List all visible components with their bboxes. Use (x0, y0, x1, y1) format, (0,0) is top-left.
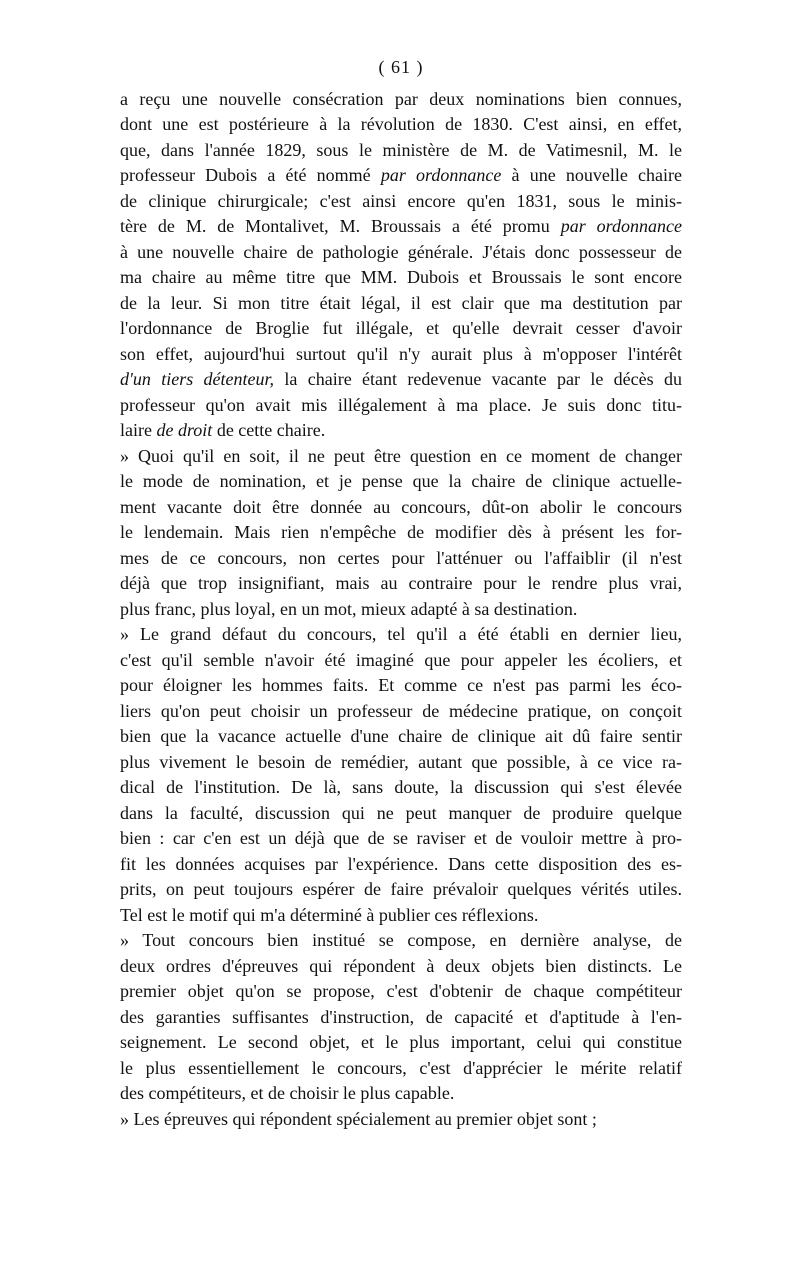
text-line: a reçu une nouvelle consécration par deux nominations bien connues, (120, 88, 682, 109)
text-line: pour éloigner les hommes faits. Et comme ce n'est pas parmi les éco- (120, 675, 682, 695)
page-number: ( 61 ) (378, 57, 424, 77)
text-line: des compétiteurs, et de choisir le plus capable. (120, 1083, 455, 1103)
text-line: plus franc, plus loyal, en un mot, mieux adapté à sa destination. (120, 598, 578, 619)
text-line: deux ordres d'épreuves qui répondent à deux objets bien distincts. Le (120, 955, 682, 976)
text-line: liers qu'on peut choisir un professeur de médecine pratique, on conçoit (120, 700, 682, 721)
text-line: premier objet qu'on se propose, c'est d'obtenir de chaque compétiteur (120, 981, 682, 1001)
text-line: son effet, aujourd'hui surtout qu'il n'y aurait plus à m'opposer l'intérêt (120, 343, 682, 364)
paragraph (120, 444, 682, 623)
text-line: le mode de nomination, et je pense que la chaire de clinique actuelle- (120, 471, 682, 491)
paragraph (120, 928, 682, 1107)
text-line: » Quoi qu'il en soit, il ne peut être question en ce moment de changer (120, 445, 682, 466)
text-line: professeur qu'on avait mis illégalement à ma place. Je suis donc titu- (120, 394, 682, 415)
text-line: le lendemain. Mais rien n'empêche de modifier dès à présent les for- (120, 522, 682, 542)
text-line: laire de droit de cette chaire. (120, 420, 326, 440)
text-line: d'un tiers détenteur, la chaire étant redevenue vacante par le décès du (120, 369, 682, 389)
text-line: de la leur. Si mon titre était légal, il est clair que ma destitution par (120, 292, 682, 313)
text-line: bien : car c'en est un déjà que de se raviser et de vouloir mettre à pro- (120, 828, 682, 848)
text-line: prits, on peut toujours espérer de faire prévaloir quelques vérités utiles. (120, 879, 682, 899)
text-line: » Les épreuves qui répondent spécialement au premier objet sont ; (120, 1108, 597, 1129)
text-line: bien que la vacance actuelle d'une chaire de clinique ait dû faire sentir (120, 726, 682, 746)
text-line: à une nouvelle chaire de pathologie générale. J'étais donc possesseur de (120, 241, 682, 262)
text-line: ment vacante doit être donnée au concours, dût-on abolir le concours (120, 496, 682, 517)
text-line: tère de M. de Montalivet, M. Broussais a été promu par ordonnance (120, 216, 683, 236)
text-line: » Tout concours bien institué se compose, en dernière analyse, de (120, 930, 682, 950)
text-line: professeur Dubois a été nommé par ordonnance à une nouvelle chaire (120, 165, 683, 185)
text-line: dical de l'institution. De là, sans doute, la discussion qui s'est élevée (120, 777, 682, 797)
text-line: l'ordonnance de Broglie fut illégale, et qu'elle devrait cesser d'avoir (120, 318, 682, 338)
text-line: des garanties suffisantes d'instruction, de capacité et d'aptitude à l'en- (120, 1006, 682, 1027)
paragraph (120, 87, 682, 444)
text-line: déjà que trop insignifiant, mais au contraire pour le rendre plus vrai, (120, 573, 682, 593)
text-line: » Le grand défaut du concours, tel qu'il a été établi en dernier lieu, (120, 624, 682, 644)
text-line: plus vivement le besoin de remédier, autant que possible, à ce vice ra- (120, 751, 682, 772)
text-line: ma chaire au même titre que MM. Dubois et Broussais le sont encore (120, 267, 682, 287)
text-line: dont une est postérieure à la révolution de 1830. C'est ainsi, en effet, (120, 114, 682, 134)
body-text (120, 87, 682, 1133)
text-line: c'est qu'il semble n'avoir été imaginé que pour appeler les écoliers, et (120, 649, 682, 670)
text-line: de clinique chirurgicale; c'est ainsi encore qu'en 1831, sous le minis- (120, 190, 682, 211)
text-line: fit les données acquises par l'expérience. Dans cette disposition des es- (120, 853, 682, 874)
text-line: le plus essentiellement le concours, c'est d'apprécier le mérite relatif (120, 1057, 682, 1078)
text-line: Tel est le motif qui m'a déterminé à publier ces réflexions. (120, 904, 539, 925)
page (120, 55, 682, 1132)
text-line: dans la faculté, discussion qui ne peut manquer de produire quelque (120, 802, 682, 823)
text-line: seignement. Le second objet, et le plus important, celui qui constitue (120, 1032, 682, 1052)
text-line: que, dans l'année 1829, sous le ministère de M. de Vatimesnil, M. le (120, 139, 682, 160)
paragraph (120, 622, 682, 928)
paragraph (120, 1107, 682, 1133)
text-line: mes de ce concours, non certes pour l'atténuer ou l'affaiblir (il n'est (120, 547, 682, 568)
